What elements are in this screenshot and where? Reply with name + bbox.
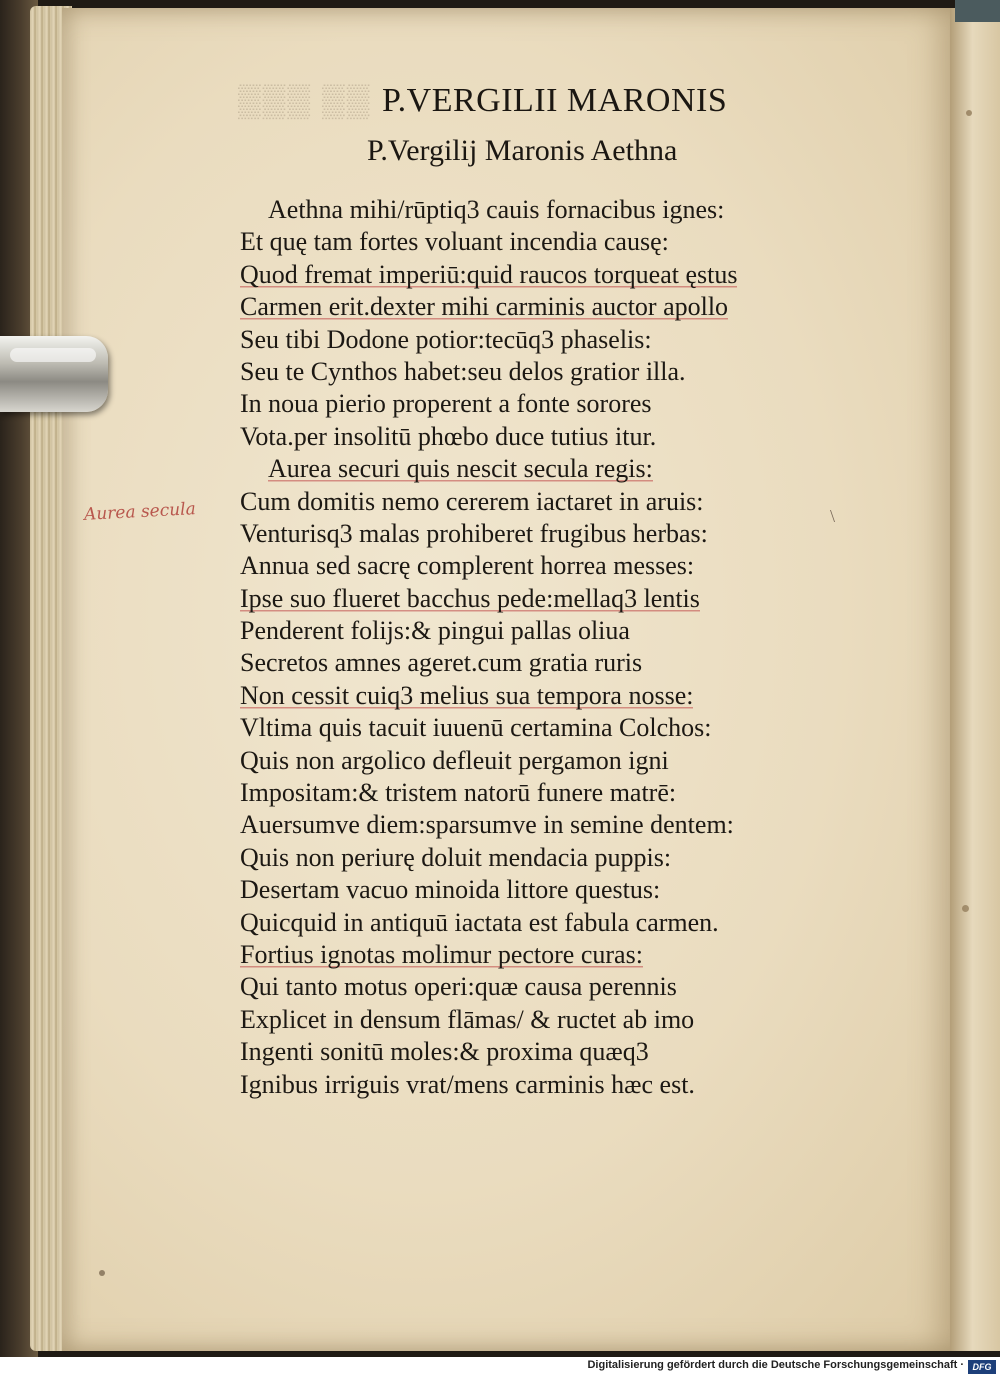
verse-line: Seu te Cynthos habet:seu delos gratior illa. (240, 356, 686, 386)
page-gutter (950, 8, 1000, 1351)
verse-line: Seu tibi Dodone potior:tecūq3 phaselis: (240, 324, 652, 354)
verse-line: Vota.per insolitū phœbo duce tutius itur. (240, 421, 657, 451)
running-header: P.VERGILII MARONIS (382, 82, 728, 119)
verse-line: Vltima quis tacuit iuuenū certamina Colchos: (240, 713, 712, 743)
verse-line: In noua pierio properent a fonte sorores (240, 389, 652, 419)
verse-list (240, 194, 900, 1101)
page-clip-glare (10, 348, 96, 362)
verse-line: Secretos amnes ageret.cum gratia ruris (240, 648, 643, 678)
verse-line: Ignibus irriguis vrat/mens carminis hæc est. (240, 1069, 695, 1099)
verse-line: Ipse suo flueret bacchus pede:mellaq3 lentis (240, 583, 700, 613)
verse-line: Non cessit cuiq3 melius sua tempora nosse: (240, 680, 694, 710)
verse-line: Aurea securi quis nescit secula regis: (268, 454, 653, 484)
foxing-spot (962, 905, 969, 912)
funding-credit: Digitalisierung gefördert durch die Deutsche Forschungsgemeinschaft · (587, 1359, 964, 1371)
verse-line: Cum domitis nemo cererem iactaret in aruis: (240, 486, 704, 516)
footer-bar (0, 1357, 1000, 1377)
dfg-logo: DFG (968, 1360, 996, 1374)
marginal-annotation: Aurea secula (83, 499, 197, 525)
verse-line: Fortius ignotas molimur pectore curas: (240, 939, 643, 969)
foxing-spot (99, 1270, 105, 1276)
verse-line: Quod fremat imperiū:quid raucos torqueat ęstus (240, 259, 738, 289)
show-through-text: ▒▒▒ ▒▒ (238, 82, 372, 118)
verse-line: Penderent folijs:& pingui pallas oliua (240, 616, 630, 646)
foxing-spot (966, 110, 972, 116)
verse-line: Explicet in densum flāmas/ & ructet ab imo (240, 1004, 695, 1034)
verse-line: Quis non periurę doluit mendacia puppis: (240, 842, 672, 872)
facing-page-corner (955, 0, 1000, 22)
marginal-tick-mark: \ (830, 506, 836, 526)
verse-line: Auersumve diem:sparsumve in semine dentem: (240, 810, 734, 840)
verse-line: Et quę tam fortes voluant incendia causę: (240, 227, 669, 257)
verse-line: Quicquid in antiquū iactata est fabula carmen. (240, 907, 719, 937)
verse-line: Carmen erit.dexter mihi carminis auctor apollo (240, 292, 729, 322)
poem-title: P.Vergilij Maronis Aethna (367, 134, 678, 167)
verse-line: Qui tanto motus operi:quæ causa perennis (240, 972, 677, 1002)
verse-line: Annua sed sacrę complerent horrea messes: (240, 551, 695, 581)
verse-line: Aethna mihi/rūptiq3 cauis fornacibus ignes: (268, 195, 725, 224)
verse-line: Venturisq3 malas prohiberet frugibus herbas: (240, 518, 708, 548)
verse-line: Quis non argolico defleuit pergamon igni (240, 745, 669, 775)
verse-line: Ingenti sonitū moles:& proxima quæq3 (240, 1037, 649, 1067)
verse-line: Impositam:& tristem natorū funere matrē: (240, 778, 677, 808)
verse-line: Desertam vacuo minoida littore questus: (240, 875, 661, 905)
